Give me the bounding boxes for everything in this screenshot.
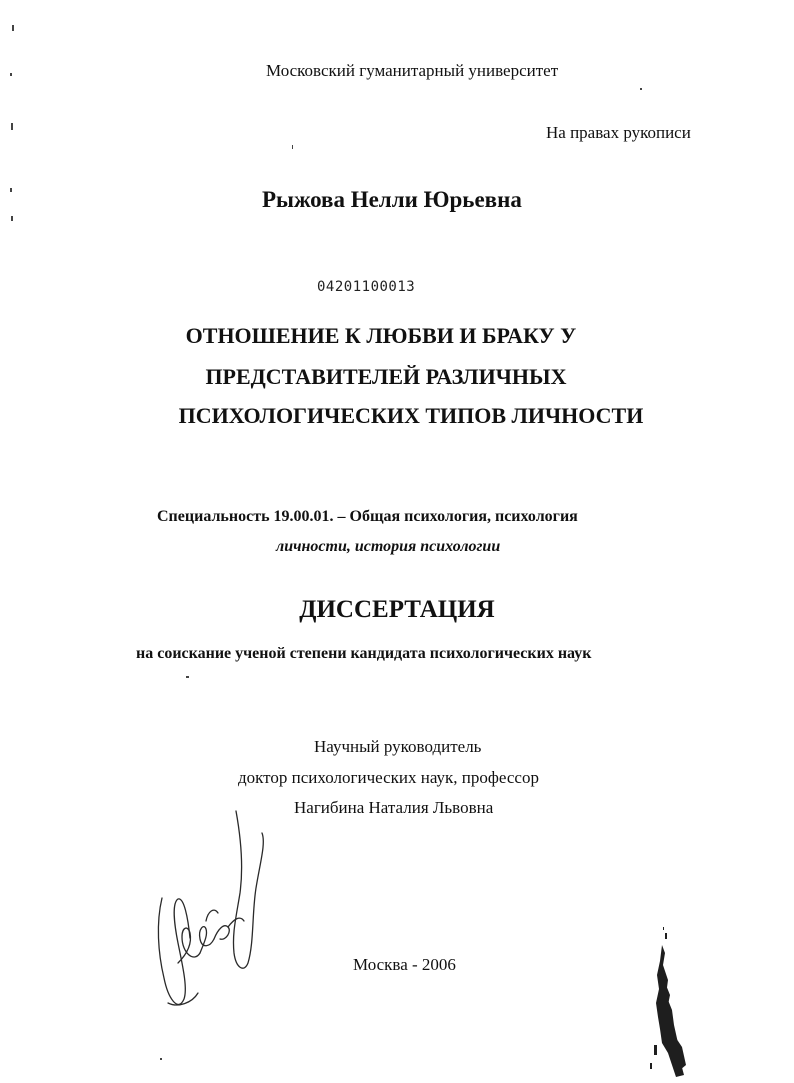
university-name: Московский гуманитарный университет [266,61,559,80]
degree-statement: на соискание ученой степени кандидата психологических наук [136,645,592,662]
title-line-3: ПСИХОЛОГИЧЕСКИХ ТИПОВ ЛИЧНОСТИ [178,403,644,428]
scan-speck [11,123,13,130]
scan-speck [12,25,14,31]
handwritten-signature [148,803,278,1023]
scan-speck [186,676,189,678]
scan-speck [10,73,12,76]
scan-artifact [632,925,692,1080]
specialty-line-2: личности, история психологии [276,538,501,555]
scan-speck [640,88,642,90]
title-line-1: ОТНОШЕНИЕ К ЛЮБВИ И БРАКУ У [185,323,577,348]
registration-number: 04201100013 [317,279,416,295]
manuscript-note: На правах рукописи [546,123,691,142]
city-year: Москва - 2006 [353,955,456,974]
scan-speck [11,216,13,221]
specialty-line-1: Специальность 19.00.01. – Общая психология, психология [157,508,578,525]
scan-speck [292,145,293,149]
supervisor-label: Научный руководитель [314,737,482,756]
title-line-2: ПРЕДСТАВИТЕЛЕЙ РАЗЛИЧНЫХ [205,364,567,389]
supervisor-name: Нагибина Наталия Львовна [294,798,494,817]
scan-speck [10,188,12,192]
supervisor-degree: доктор психологических наук, профессор [238,768,539,787]
scan-speck [160,1058,162,1060]
author-name: Рыжова Нелли Юрьевна [262,187,522,212]
document-type: ДИССЕРТАЦИЯ [299,596,495,623]
